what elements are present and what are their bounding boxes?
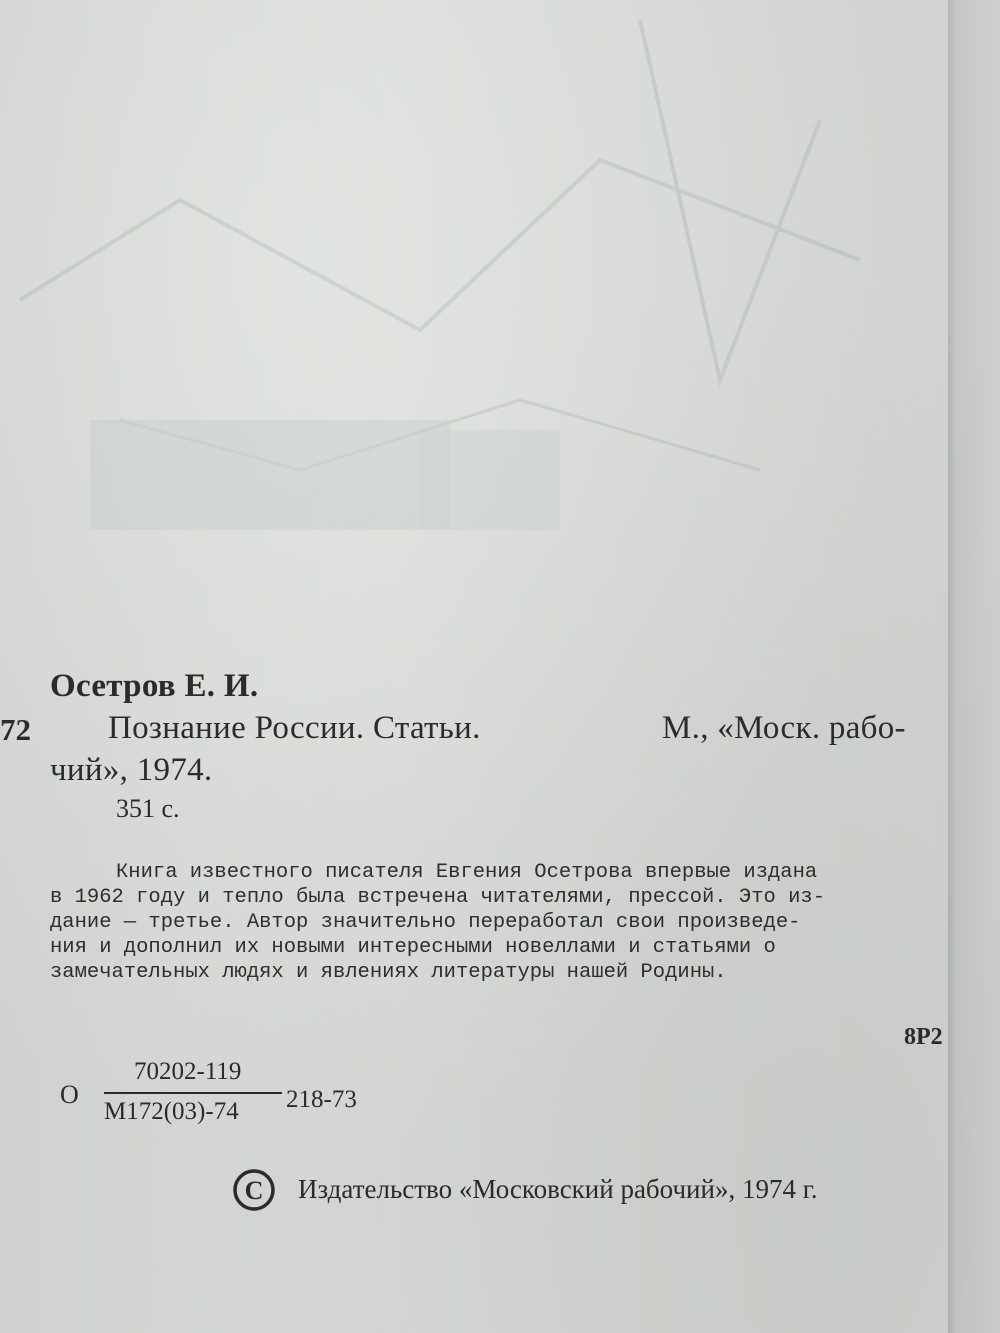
catalog-index-number: 72	[0, 712, 31, 747]
bleed-through-cover-art	[0, 0, 948, 680]
copyright-icon	[232, 1168, 276, 1212]
book-title-line: Познание России. Статьи.	[108, 710, 481, 746]
order-code-denominator: М172(03)-74	[104, 1098, 239, 1125]
publisher-line: М., «Моск. рабо-	[662, 710, 906, 746]
page-edge-shadow	[948, 0, 1000, 1333]
book-annotation	[50, 860, 950, 985]
annotation-line: ния и дополнил их новыми интересными новеллами и статьями о	[50, 936, 776, 959]
annotation-line: замечательных людях и явлениях литературы нашей Родины.	[50, 961, 727, 984]
bbk-code: 8Р2	[904, 1024, 943, 1050]
copyright-symbol-glyph: C	[244, 1176, 264, 1205]
annotation-line: Книга известного писателя Евгения Осетрова впервые издана	[116, 861, 818, 884]
author-name: Осетров Е. И.	[50, 668, 259, 704]
order-code-numerator: 70202-119	[134, 1058, 242, 1085]
order-code-letter: О	[60, 1080, 79, 1109]
annotation-line: в 1962 году и тепло была встречена читателями, прессой. Это из-	[50, 886, 826, 909]
annotation-line: дание — третье. Автор значительно переработал свои произведе-	[50, 911, 801, 934]
page-count: 351 с.	[116, 794, 180, 823]
copyright-statement: Издательство «Московский рабочий», 1974 г.	[298, 1174, 818, 1204]
order-code-suffix: 218-73	[286, 1086, 357, 1113]
fraction-bar	[104, 1092, 282, 1094]
publisher-year-line: чий», 1974.	[50, 752, 213, 788]
